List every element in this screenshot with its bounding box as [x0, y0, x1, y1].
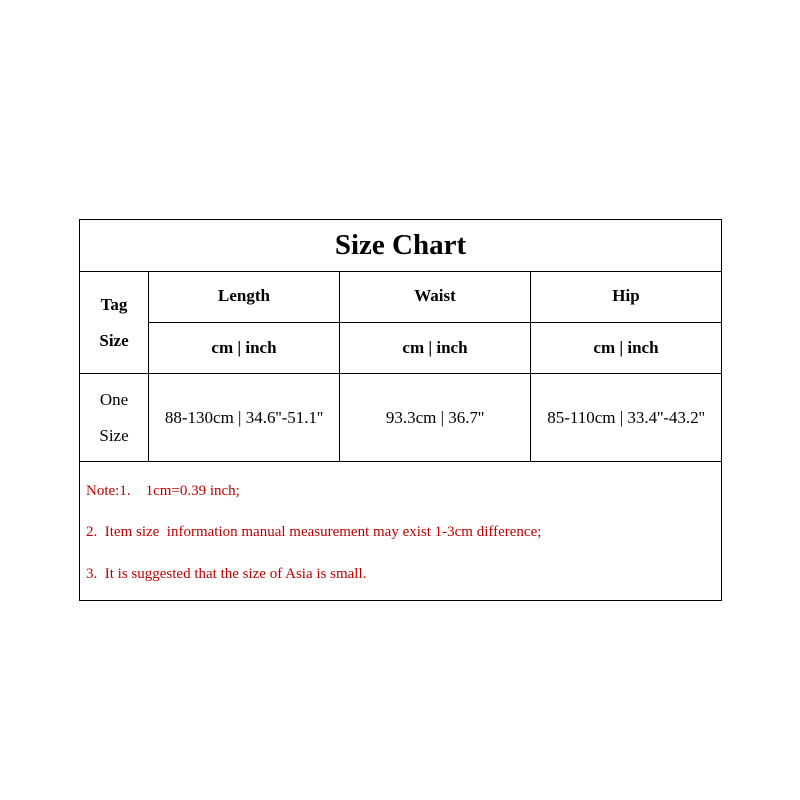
- note-1: Note:1. 1cm=0.39 inch;: [86, 483, 240, 499]
- note-2: 2. Item size information manual measurement may exist 1-3cm difference;: [86, 524, 542, 540]
- tag-size-header-line2: Size: [99, 330, 129, 350]
- column-header-length: Length: [218, 286, 270, 305]
- size-label-line1: One: [99, 389, 129, 409]
- size-chart-title: Size Chart: [80, 220, 721, 272]
- tag-size-header-line1: Tag: [100, 294, 128, 314]
- size-chart-table: [79, 219, 722, 601]
- value-waist: 93.3cm | 36.7'': [385, 407, 485, 427]
- column-header-waist: Waist: [414, 286, 456, 305]
- unit-header-waist: cm | inch: [402, 338, 468, 357]
- size-label-line2: Size: [99, 425, 129, 445]
- divider: [80, 461, 721, 462]
- note-3: 3. It is suggested that the size of Asia is small.: [86, 566, 367, 582]
- column-header-hip: Hip: [612, 286, 640, 305]
- value-hip: 85-110cm | 33.4''-43.2'': [547, 407, 705, 427]
- size-label-one-size: [80, 374, 148, 461]
- unit-header-length: cm | inch: [211, 338, 277, 357]
- tag-size-header: [80, 272, 148, 373]
- unit-header-hip: cm | inch: [593, 338, 659, 357]
- value-length: 88-130cm | 34.6''-51.1'': [164, 407, 324, 427]
